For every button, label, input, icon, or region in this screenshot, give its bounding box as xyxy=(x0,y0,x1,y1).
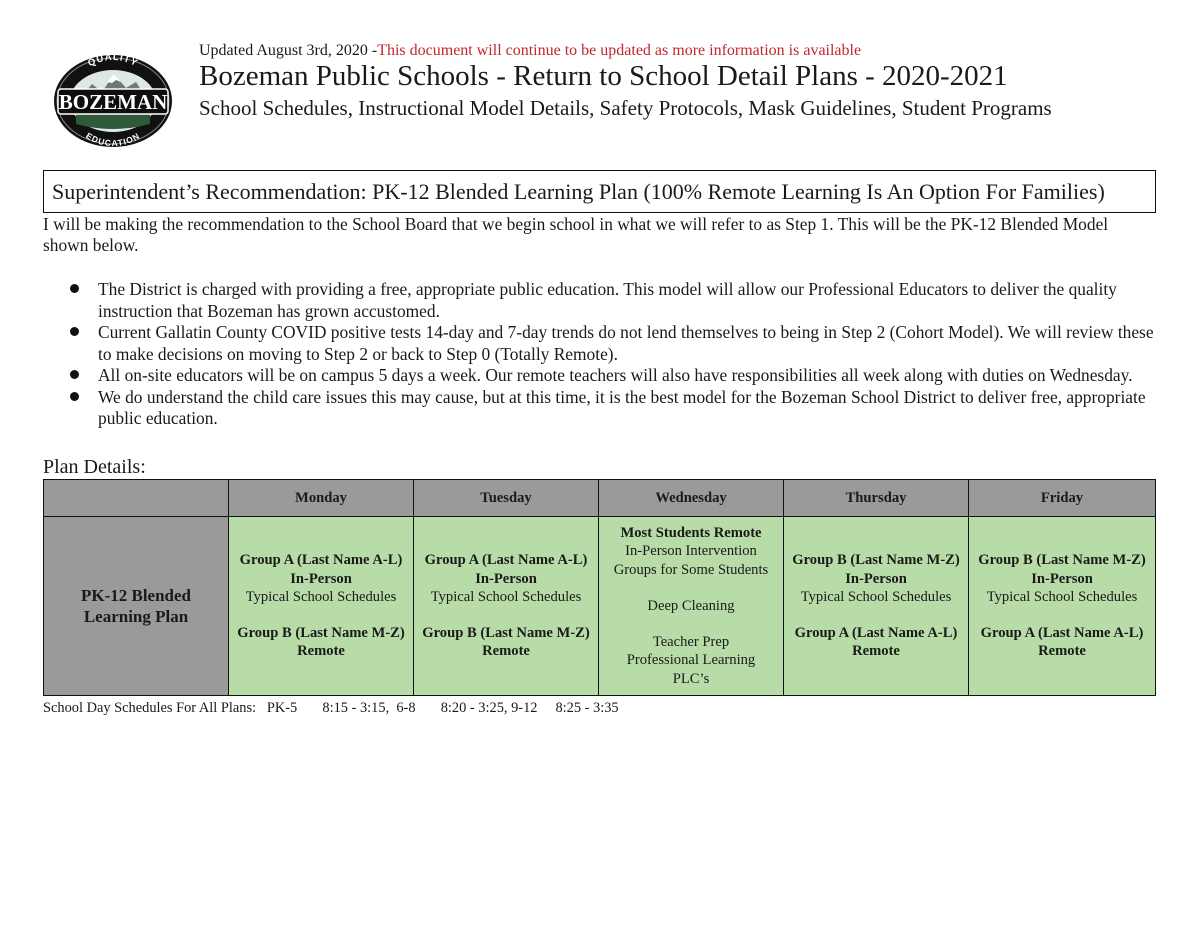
plan-details-label: Plan Details: xyxy=(43,456,146,478)
group-b-label: Group B (Last Name M-Z) xyxy=(978,552,1146,569)
plan-row-header: PK-12 Blended Learning Plan xyxy=(44,517,229,696)
bullet-text: Current Gallatin County COVID positive tests 14-day and 7-day trends do not lend themselves to being in Step 2 (Cohort Model). We will review these to make decisions on moving to Step 2 or back to Step 0 (Totally Remote). xyxy=(98,322,1154,364)
in-person-label: In-Person xyxy=(290,570,352,587)
remote-label: Remote xyxy=(852,643,900,660)
bullet-dot-icon xyxy=(70,370,79,379)
most-students-remote: Most Students Remote xyxy=(620,525,762,542)
bullet-text: All on-site educators will be on campus 5 days a week. Our remote teachers will also have responsibilities all week along with duties on Wednesday. xyxy=(98,365,1133,385)
bozeman-logo xyxy=(52,52,174,150)
typical-schedules-label: Typical School Schedules xyxy=(800,588,952,605)
remote-label: Remote xyxy=(482,643,530,660)
cell-friday xyxy=(969,517,1156,696)
plan-table xyxy=(43,479,1156,696)
group-b-label: Group B (Last Name M-Z) xyxy=(422,625,590,642)
logo-bottom-text: EDUCATION xyxy=(84,130,142,149)
bullet-dot-icon xyxy=(70,327,79,336)
typical-schedules-label: Typical School Schedules xyxy=(245,588,397,605)
logo-top-text: QUALITY xyxy=(86,52,140,70)
cell-thursday xyxy=(784,517,969,696)
logo-main-text: BOZEMAN xyxy=(58,90,168,114)
cell-wednesday xyxy=(599,517,784,696)
day-header-tuesday: Tuesday xyxy=(414,480,599,517)
day-header-friday: Friday xyxy=(969,480,1156,517)
in-person-label: In-Person xyxy=(475,570,537,587)
intervention-groups: Groups for Some Students xyxy=(613,561,769,578)
bullet-item xyxy=(43,322,1158,365)
recommendation-heading: Superintendent’s Recommendation: PK-12 Blended Learning Plan (100% Remote Learning Is An Option For Families) xyxy=(43,170,1156,213)
updated-date: Updated August 3rd, 2020 - xyxy=(199,42,378,59)
group-b-label: Group B (Last Name M-Z) xyxy=(792,552,960,569)
table-row xyxy=(44,517,1156,696)
table-corner-cell xyxy=(44,480,229,517)
bullet-dot-icon xyxy=(70,392,79,401)
day-header-monday: Monday xyxy=(229,480,414,517)
day-header-thursday: Thursday xyxy=(784,480,969,517)
group-a-label: Group A (Last Name A-L) xyxy=(239,552,403,569)
remote-label: Remote xyxy=(297,643,345,660)
bullet-item xyxy=(43,387,1158,430)
school-day-schedules: School Day Schedules For All Plans: PK-5 8:15 - 3:15, 6-8 8:20 - 3:25, 9-12 8:25 - 3:35 xyxy=(43,700,619,716)
professional-learning: Professional Learning xyxy=(626,652,756,669)
day-header-wednesday: Wednesday xyxy=(599,480,784,517)
remote-label: Remote xyxy=(1038,643,1086,660)
teacher-prep: Teacher Prep xyxy=(652,634,730,651)
group-a-label: Group A (Last Name A-L) xyxy=(980,625,1144,642)
in-person-label: In-Person xyxy=(1031,570,1093,587)
recommendation-bullets xyxy=(43,279,1158,430)
bullet-dot-icon xyxy=(70,284,79,293)
cell-monday xyxy=(229,517,414,696)
group-a-label: Group A (Last Name A-L) xyxy=(424,552,588,569)
bullet-text: The District is charged with providing a free, appropriate public education. This model will allow our Professional Educators to deliver the quality instruction that Bozeman has grown accustomed. xyxy=(98,279,1117,321)
group-a-label: Group A (Last Name A-L) xyxy=(794,625,958,642)
group-b-label: Group B (Last Name M-Z) xyxy=(237,625,405,642)
cell-tuesday xyxy=(414,517,599,696)
in-person-label: In-Person xyxy=(845,570,907,587)
update-note: This document will continue to be updated as more information is available xyxy=(377,42,862,59)
table-header-row xyxy=(44,480,1156,517)
in-person-intervention: In-Person Intervention xyxy=(625,543,757,560)
bullet-item xyxy=(43,365,1158,387)
plcs: PLC’s xyxy=(672,670,710,687)
updated-line xyxy=(199,42,861,60)
page-title: Bozeman Public Schools - Return to School Detail Plans - 2020-2021 xyxy=(199,60,1008,92)
deep-cleaning: Deep Cleaning xyxy=(647,597,735,614)
bullet-item xyxy=(43,279,1158,322)
typical-schedules-label: Typical School Schedules xyxy=(430,588,582,605)
typical-schedules-label: Typical School Schedules xyxy=(986,588,1138,605)
bullet-text: We do understand the child care issues this may cause, but at this time, it is the best model for the Bozeman School District to deliver free, appropriate public education. xyxy=(98,386,1146,428)
page-subtitle: School Schedules, Instructional Model Details, Safety Protocols, Mask Guidelines, Student Programs xyxy=(199,96,1052,120)
recommendation-intro: I will be making the recommendation to the School Board that we begin school in what we will refer to as Step 1. This will be the PK-12 Blended Model shown below. xyxy=(43,214,1109,255)
